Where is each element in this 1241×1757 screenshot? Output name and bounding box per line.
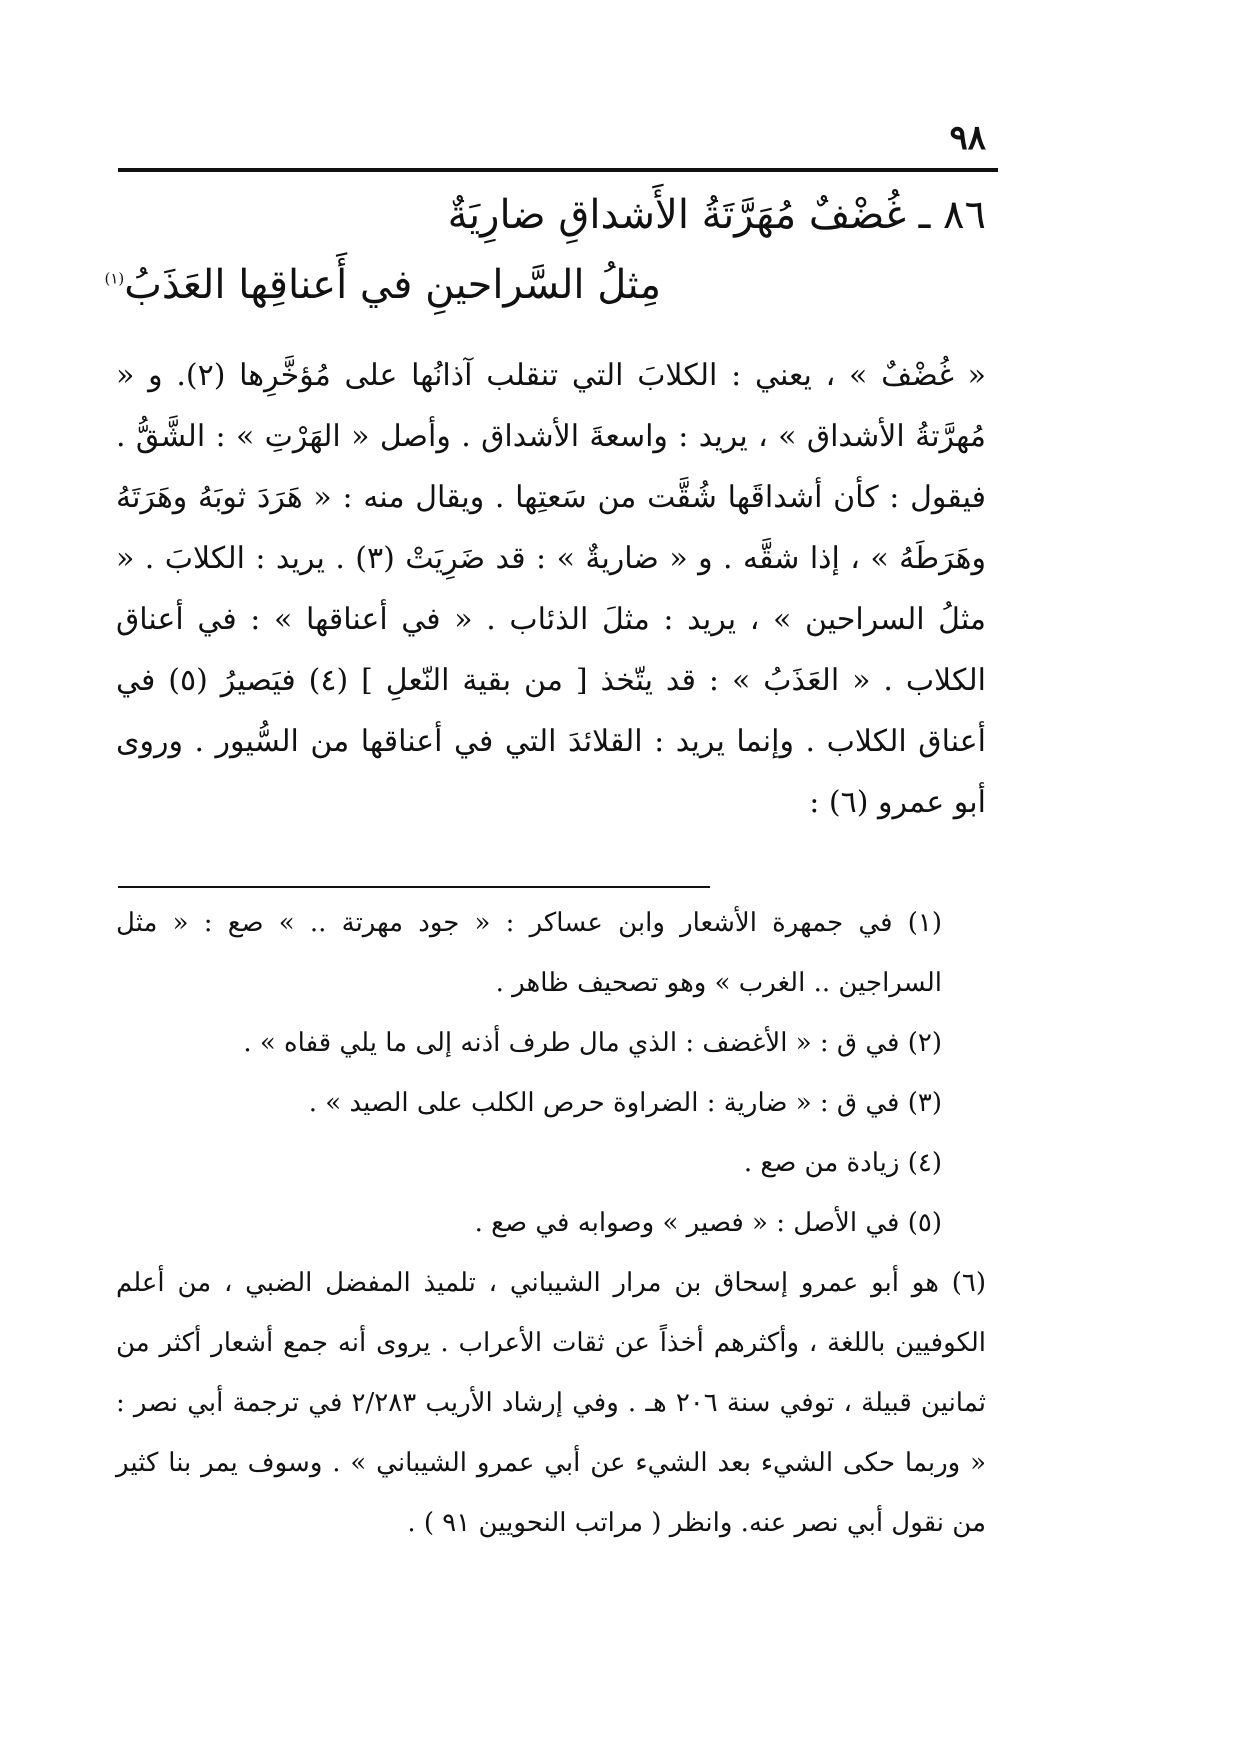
footnote-text: في ق : « الأغضف : الذي مال طرف أذنه إلى ما يلي قفاه » .: [243, 1028, 900, 1058]
footnote-5: [116, 1193, 986, 1253]
footnote-2: [116, 1013, 986, 1073]
commentary-text: [116, 345, 986, 833]
footnote-text: في ق : « ضارية : الضراوة حرص الكلب على الصيد » .: [308, 1088, 900, 1118]
footnote-3: [116, 1073, 986, 1133]
footnote-1: [116, 893, 986, 1013]
footnote-rule: [118, 886, 710, 888]
footnote-text: هو أبو عمرو إسحاق بن مرار الشيباني ، تلميذ المفضل الضبي ، من أعلم الكوفيين باللغة ، وأكثرهم أخذاً عن ثقات الأعراب . يروى أنه جمع أشعار أكثر من ثمانين قبيلة ، توفي سنة ٢٠٦ هـ . وفي إرشاد الأريب ٢/٢٨٣ في ترجمة أبي نصر : « وربما حكى الشيء بعد الشيء عن أبي عمرو الشيباني » . وسوف يمر بنا كثير من نقول أبي نصر عنه. وانظر ( مراتب النحويين ٩١ ) .: [116, 1268, 986, 1538]
footnote-number: (٥): [907, 1208, 942, 1238]
footnote-number: (٦): [951, 1268, 986, 1298]
page-number: ٩٨: [949, 118, 986, 158]
footnote-4: [116, 1133, 986, 1193]
verse-line-2-text: مِثلُ السَّراحينِ في أَعناقِها العَذَبُ: [124, 262, 661, 308]
commentary-paragraph: « غُضْفٌ » ، يعني : الكلابَ التي تنقلب آذانُها على مُؤخَّرِها (٢). و « مُهرَّتةُ الأشداق » ، يريد : واسعةَ الأشداق . وأصل « الهَرْتِ » : الشَّقُّ . فيقول : كأن أشداقَها شُقَّت من سَعتِها . ويقال منه : « هَرَدَ ثوبَهُ وهَرَتَهُ وهَرَطَهُ » ، إذا شقَّه . و « ضاريةٌ » : قد ضَرِيَتْ (٣) . يريد : الكلابَ . « مثلُ السراحين » ، يريد : مثلَ الذئاب . « في أعناقها » : في أعناق الكلاب . « العَذَبُ » : قد يتّخذ [ من بقية النّعلِ ] (٤) فيَصيرُ (٥) في أعناق الكلاب . وإنما يريد : القلائدَ التي في أعناقها من السُّيور . وروى أبو عمرو (٦) :: [116, 358, 987, 820]
verse-line-2: [104, 262, 661, 308]
verse-line-1: ٨٦ ـ غُضْفٌ مُهَرَّتَةُ الأَشداقِ ضارِيَةٌ: [447, 192, 986, 238]
footnote-text: في الأصل : « فصير » وصوابه في صع .: [474, 1208, 900, 1238]
footnote-text: في جمهرة الأشعار وابن عساكر : « جود مهرتة .. » صع : « مثل السراجين .. الغرب » وهو تصحيف ظاهر .: [116, 908, 942, 998]
header-rule: [118, 168, 998, 172]
footnote-number: (٢): [907, 1028, 942, 1058]
footnote-6: [116, 1253, 986, 1553]
footnote-text: زيادة من صع .: [743, 1148, 900, 1178]
footnote-number: (٤): [907, 1148, 942, 1178]
footnote-ref-1: (١): [104, 269, 125, 288]
footnote-number: (١): [907, 908, 943, 938]
footnote-number: (٣): [907, 1088, 942, 1118]
footnotes: [116, 893, 986, 1553]
